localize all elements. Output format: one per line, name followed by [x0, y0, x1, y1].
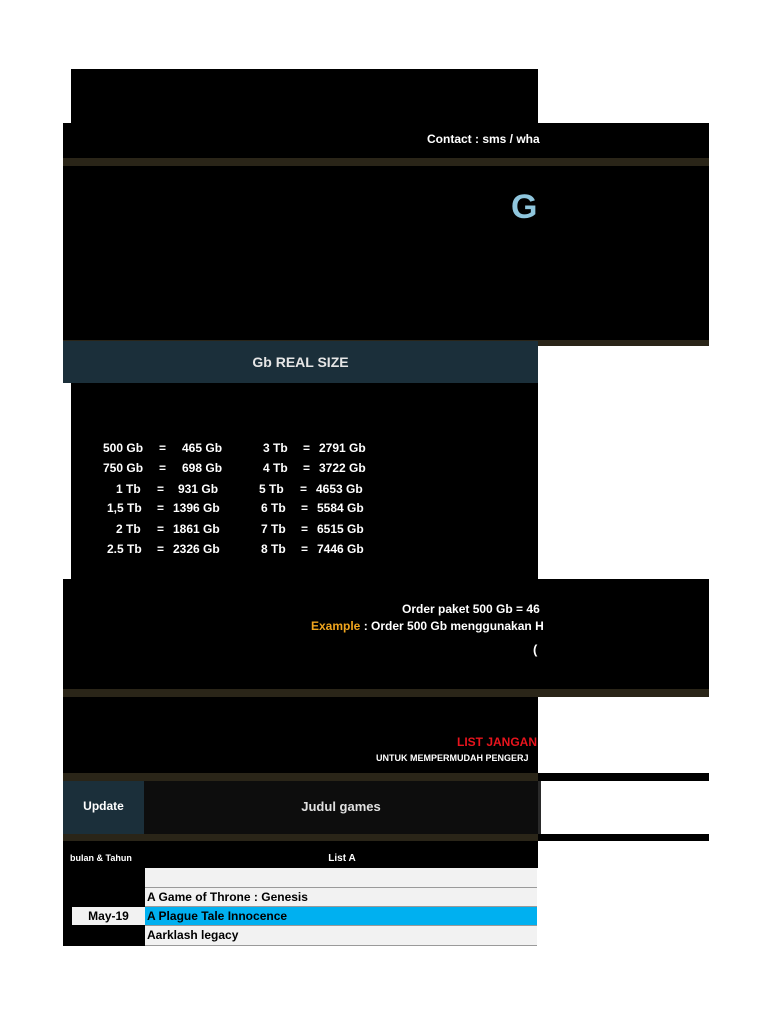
size-eq: = [303, 441, 311, 455]
list-item: A Game of Throne : Genesis [145, 888, 537, 907]
size-row [71, 441, 538, 456]
divider [63, 689, 709, 697]
warning-right [538, 773, 709, 781]
month-label: May-19 [88, 909, 129, 923]
warning-title: LIST JANGAN [457, 735, 538, 749]
size-table [71, 383, 538, 580]
size-b: 2326 Gb [173, 542, 220, 556]
top-block [71, 69, 538, 125]
size-a: 750 Gb [103, 461, 144, 475]
divider [63, 158, 709, 166]
order-note: ( [533, 642, 538, 657]
judul-label: Judul games [301, 799, 381, 814]
size-d: 7446 Gb [317, 542, 364, 556]
example-label: Example [311, 619, 361, 633]
size-c: 5 Tb [259, 482, 284, 496]
size-eq: = [157, 482, 165, 496]
month-cell [72, 907, 145, 925]
size-eq: = [303, 461, 311, 475]
contact-bar [63, 123, 709, 158]
size-row [71, 461, 538, 476]
update-header [63, 781, 144, 834]
size-d: 4653 Gb [316, 482, 363, 496]
size-title: Gb REAL SIZE [252, 354, 349, 370]
contact-text: Contact : sms / wha [427, 132, 540, 146]
size-row [71, 501, 538, 516]
size-row [71, 542, 538, 557]
order-line: Order paket 500 Gb = 46 [402, 602, 540, 616]
size-c: 4 Tb [263, 461, 288, 475]
size-d: 3722 Gb [319, 461, 366, 475]
size-c: 6 Tb [261, 501, 286, 515]
size-title-bar [63, 341, 538, 383]
size-row [71, 522, 538, 537]
list-item: Aarklash legacy [145, 926, 537, 946]
size-eq: = [300, 482, 308, 496]
size-d: 2791 Gb [319, 441, 366, 455]
size-a: 2.5 Tb [107, 542, 142, 556]
size-eq: = [301, 501, 309, 515]
list-item: A Plague Tale Innocence [145, 907, 537, 926]
size-a: 500 Gb [103, 441, 144, 455]
warning-block [63, 697, 538, 773]
list-table-head [63, 841, 538, 868]
order-block [63, 579, 709, 689]
size-eq: = [157, 501, 165, 515]
list-item [145, 868, 537, 888]
size-b: 1396 Gb [173, 501, 220, 515]
size-c: 8 Tb [261, 542, 286, 556]
size-b: 698 Gb [182, 461, 223, 475]
size-eq: = [301, 522, 309, 536]
judul-header [144, 781, 538, 834]
warning-subtitle: UNTUK MEMPERMUDAH PENGERJ [376, 753, 529, 763]
size-c: 3 Tb [263, 441, 288, 455]
example-line [311, 619, 544, 633]
size-eq: = [157, 522, 165, 536]
size-a: 1,5 Tb [107, 501, 142, 515]
size-eq: = [159, 441, 167, 455]
size-b: 1861 Gb [173, 522, 220, 536]
size-d: 6515 Gb [317, 522, 364, 536]
size-row [71, 482, 538, 497]
divider [63, 773, 538, 781]
size-eq: = [301, 542, 309, 556]
col-date-header: bulan & Tahun [70, 853, 132, 863]
header-separator [538, 781, 541, 834]
banner-letter: G [511, 188, 538, 226]
size-b: 465 Gb [182, 441, 223, 455]
size-eq: = [157, 542, 165, 556]
col-list-header: List A [328, 853, 356, 864]
size-d: 5584 Gb [317, 501, 364, 515]
divider [63, 834, 538, 841]
size-a: 2 Tb [116, 522, 141, 536]
size-a: 1 Tb [116, 482, 141, 496]
size-b: 931 Gb [178, 482, 219, 496]
update-label: Update [83, 799, 124, 813]
banner-block [63, 166, 709, 340]
example-text: : Order 500 Gb menggunakan H [360, 619, 544, 633]
size-c: 7 Tb [261, 522, 286, 536]
size-eq: = [159, 461, 167, 475]
divider-right [538, 834, 709, 841]
